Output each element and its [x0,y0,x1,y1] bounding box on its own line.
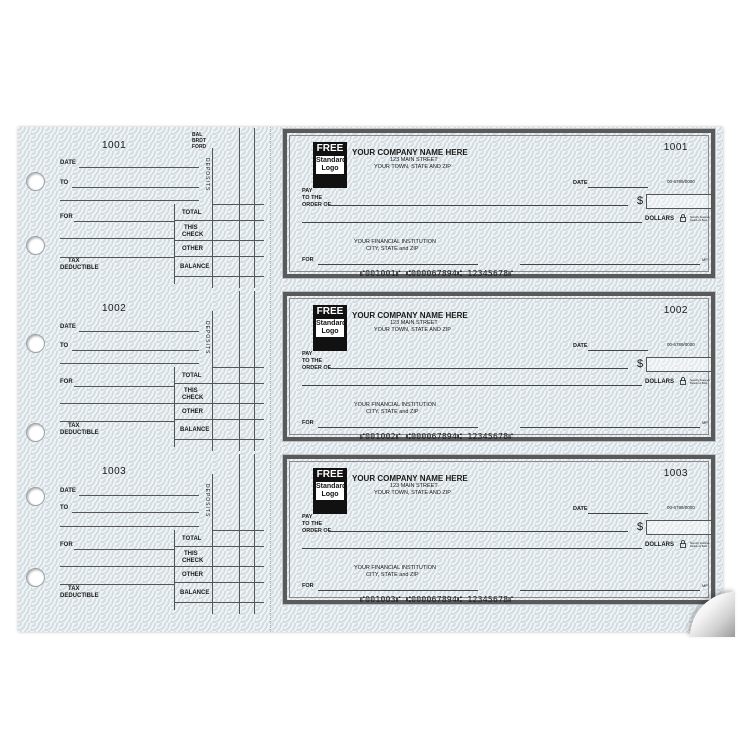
stub-for-line [74,221,174,222]
stub-for-label: FOR [60,542,73,548]
to-the-text: TO THE [302,521,323,527]
logo-standard-text: Standard [316,483,347,490]
stub-line [174,546,264,547]
stub-other-label: OTHER [182,572,203,578]
date-label: DATE [573,180,588,186]
dollars-label: DOLLARS [645,216,674,222]
stub-date-line [79,495,199,496]
pay-text: PAY [302,351,313,357]
logo-standard-box [316,319,347,337]
security-note: Security Features Details on Back [690,216,710,222]
perforation-line [270,127,271,632]
micr-line: ⑈001001⑈ ⑆000067894⑆ 12345678⑈ [360,269,514,278]
amount-box [646,520,712,535]
stub-line [60,566,174,567]
bal-label: BAL [192,132,203,138]
stub-deductible-label: DEDUCTIBLE [60,430,99,436]
stub-check-number: 1001 [102,140,127,151]
memo-line [318,590,478,591]
stub-balance-label: BALANCE [180,264,210,270]
stub-line [174,439,264,440]
security-note: Security Features Details on Back [690,542,710,548]
memo-line [318,427,478,428]
stub-divider [174,204,175,284]
signature-line [520,264,700,265]
stub-divider [239,291,240,451]
amount-words-line [302,385,642,386]
stub-line [174,383,264,384]
amount-words-line [302,222,642,223]
memo-line [318,264,478,265]
stub-date-label: DATE [60,324,76,330]
stub-other-label: OTHER [182,246,203,252]
signature-line [520,590,700,591]
logo-free-text: FREE [316,469,344,480]
stub-line [174,276,264,277]
stub-total-label: TOTAL [182,373,202,379]
routing-fraction: 00-6789/0000 [667,342,695,347]
stub-line [60,200,199,201]
stub-deductible-label: DEDUCTIBLE [60,593,99,599]
date-label: DATE [573,506,588,512]
check [283,129,715,278]
bank-city: CITY, STATE and ZIP [366,409,419,415]
mp-mark: MP [702,420,708,425]
stub-check-number: 1002 [102,303,127,314]
brdt-label: BRDT [192,138,206,144]
stub-to-line [72,350,199,351]
stub-total-label: TOTAL [182,210,202,216]
company-street: 123 MAIN STREET [390,320,438,326]
security-note: Security Features Details on Back [690,379,710,385]
stub-line [60,526,199,527]
mp-mark: MP [702,257,708,262]
stub-tax-label: TAX [68,423,80,429]
mp-mark: MP [702,583,708,588]
dollars-label: DOLLARS [645,379,674,385]
stub-divider [212,148,213,288]
logo-logo-text: Logo [321,491,339,498]
stub-line [212,530,264,531]
ford-label: FORD [192,144,207,150]
bank-name: YOUR FINANCIAL INSTITUTION [354,402,436,408]
micr-line: ⑈001002⑈ ⑆000067894⑆ 12345678⑈ [360,432,514,441]
check-inner-border [289,298,710,441]
binder-hole [26,172,45,191]
signature-line [520,427,700,428]
stub-check-number: 1003 [102,466,127,477]
stub-line [60,584,174,585]
dollar-sign: $ [637,521,644,533]
stub-divider [254,128,255,288]
company-name: YOUR COMPANY NAME HERE [352,148,468,157]
check-number: 1001 [663,142,688,153]
logo-badge [313,305,347,351]
stub-for-line [74,549,174,550]
dollar-sign: $ [637,195,644,207]
stub-deposits-label: DEPOSITS [204,484,210,518]
stub-date-line [79,331,199,332]
stub-check-label: CHECK [182,395,204,401]
check-stub [54,454,264,614]
check-number: 1003 [663,468,688,479]
amount-box [646,357,712,372]
stub-line [174,419,264,420]
company-name: YOUR COMPANY NAME HERE [352,311,468,320]
check-stub [54,291,264,451]
stub-for-label: FOR [60,214,73,220]
binder-hole [26,236,45,255]
check-inner-border [289,135,710,278]
logo-standard-text: Standard [316,320,347,327]
micr-line: ⑈001003⑈ ⑆000067894⑆ 12345678⑈ [360,595,514,604]
date-label: DATE [573,343,588,349]
amount-words-line [302,548,642,549]
stub-line [174,602,264,603]
stub-line [60,257,174,258]
check-stub [54,128,264,288]
logo-standard-box [316,482,347,500]
stub-divider [239,128,240,288]
stub-tax-label: TAX [68,586,80,592]
stub-line [174,403,264,404]
stub-line [60,421,174,422]
date-line [588,350,648,351]
stub-line [212,204,264,205]
stub-divider [239,454,240,614]
memo-label: FOR [302,257,314,263]
binder-hole [26,423,45,442]
logo-standard-text: Standard [316,157,347,164]
stub-balance-label: BALANCE [180,590,210,596]
payee-line [328,531,628,532]
stub-balance-label: BALANCE [180,427,210,433]
stub-divider [254,291,255,451]
dollars-label: DOLLARS [645,542,674,548]
routing-fraction: 00-6789/0000 [667,179,695,184]
to-the-text: TO THE [302,195,323,201]
dollar-sign: $ [637,358,644,370]
memo-label: FOR [302,420,314,426]
stub-for-line [74,386,174,387]
date-line [588,187,648,188]
stub-line [174,240,264,241]
stub-to-label: TO [60,180,69,186]
stub-to-label: TO [60,343,69,349]
stub-line [60,238,174,239]
company-town: YOUR TOWN, STATE AND ZIP [374,164,451,170]
logo-badge [313,468,347,514]
stub-deposits-label: DEPOSITS [204,158,210,192]
company-town: YOUR TOWN, STATE AND ZIP [374,490,451,496]
logo-logo-text: Logo [321,165,339,172]
binder-hole [26,487,45,506]
check-inner-border [289,461,710,604]
pay-to-label [302,514,331,535]
stub-divider [174,530,175,610]
order-of-text: ORDER OF [302,202,332,208]
stub-date-line [79,167,199,168]
binder-hole [26,334,45,353]
stub-line [174,566,264,567]
stub-line [174,256,264,257]
stub-divider [212,474,213,614]
check-number: 1002 [663,305,688,316]
stub-to-line [72,512,199,513]
amount-box [646,194,712,209]
stub-to-label: TO [60,505,69,511]
stub-line [212,367,264,368]
stub-line [174,220,264,221]
stub-this-label: THIS [184,388,198,394]
stub-divider [174,367,175,447]
pay-to-label [302,188,331,209]
stub-other-label: OTHER [182,409,203,415]
stub-check-label: CHECK [182,558,204,564]
padlock-icon [680,377,686,385]
stub-line [60,363,199,364]
check [283,292,715,441]
stub-line [60,403,174,404]
stub-this-label: THIS [184,551,198,557]
stub-check-label: CHECK [182,232,204,238]
payee-line [328,368,628,369]
stub-divider [212,311,213,451]
logo-badge [313,142,347,188]
payee-line [328,205,628,206]
stub-bal-brdt-ford [192,132,206,150]
binder-hole [26,568,45,587]
check [283,455,715,604]
pay-text: PAY [302,188,313,194]
bank-name: YOUR FINANCIAL INSTITUTION [354,565,436,571]
company-street: 123 MAIN STREET [390,483,438,489]
stub-date-label: DATE [60,488,76,494]
stub-deposits-label: DEPOSITS [204,321,210,355]
company-street: 123 MAIN STREET [390,157,438,163]
to-the-text: TO THE [302,358,323,364]
stub-tax-label: TAX [68,258,80,264]
logo-logo-text: Logo [321,328,339,335]
routing-fraction: 00-6789/0000 [667,505,695,510]
stub-line [174,582,264,583]
stub-this-label: THIS [184,225,198,231]
stub-for-label: FOR [60,379,73,385]
memo-label: FOR [302,583,314,589]
order-of-text: ORDER OF [302,528,332,534]
stub-total-label: TOTAL [182,536,202,542]
stub-date-label: DATE [60,160,76,166]
date-line [588,513,648,514]
company-town: YOUR TOWN, STATE AND ZIP [374,327,451,333]
padlock-icon [680,540,686,548]
bank-city: CITY, STATE and ZIP [366,246,419,252]
pay-to-label [302,351,331,372]
logo-standard-box [316,156,347,174]
order-of-text: ORDER OF [302,365,332,371]
padlock-icon [680,214,686,222]
bank-city: CITY, STATE and ZIP [366,572,419,578]
company-name: YOUR COMPANY NAME HERE [352,474,468,483]
logo-free-text: FREE [316,143,344,154]
stub-divider [254,454,255,614]
logo-free-text: FREE [316,306,344,317]
pay-text: PAY [302,514,313,520]
stub-deductible-label: DEDUCTIBLE [60,265,99,271]
bank-name: YOUR FINANCIAL INSTITUTION [354,239,436,245]
stub-to-line [72,187,199,188]
